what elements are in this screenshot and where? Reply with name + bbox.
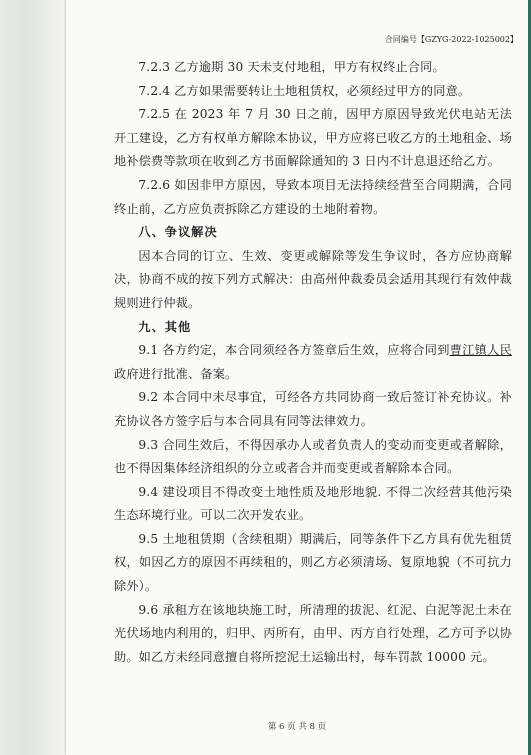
clause-9-4: 9.4 建设项目不得改变土地性质及地形地貌. 不得二次经营其他污染生态环境行业。可以二次开发农业。 — [114, 484, 512, 523]
clause-9-1-text-end: 政府进行批准、备案。 — [114, 366, 238, 381]
clause-9-3: 9.3 合同生效后，不得因承办人或者负责人的变动而变更或者解除，也不得因集体经济组织的分立或者合并而变更或者解除本合同。 — [114, 437, 512, 476]
clause-7-2-4: 7.2.4 乙方如果需要转让土地租赁权，必须经过甲方的同意。 — [138, 83, 471, 98]
clause-9-2: 9.2 本合同中未尽事宜，可经各方共同协商一致后签订补充协议。补充协议各方签字后与本合同具有同等法律效力。 — [114, 390, 512, 428]
section-heading-dispute: 八、争议解决 — [138, 225, 218, 240]
document-page — [66, 0, 528, 755]
clause-7-2-5: 7.2.5 在 2023 年 7 月 30 日之前，因甲方原因导致光伏电站无法开工建设，乙方有权单方解除本协议，甲方应将已收乙方的土地租金、场地补偿费等款项在收到乙方书面解除通知的 3 日内不计息退还给乙方。 — [114, 107, 512, 169]
document-body — [114, 56, 512, 669]
section-heading-other: 九、其他 — [138, 319, 192, 334]
clause-7-2-3: 7.2.3 乙方逾期 30 天未支付地租，甲方有权终止合同。 — [138, 60, 445, 74]
clause-9-1-filled-blank: 曹江镇人民 — [449, 343, 513, 358]
page-number: 第 6 页 共 8 页 — [267, 722, 327, 732]
clause-9-1 — [114, 339, 512, 386]
clause-9-1-text: 9.1 各方约定，本合同须经各方签章后生效，应将合同到 — [138, 343, 450, 358]
contract-number: 合同编号【GZYG-2022-1025002】 — [384, 35, 518, 44]
scan-background — [0, 0, 66, 755]
clause-7-2-6: 7.2.6 如因非甲方原因，导致本项目无法持续经营至合同期满，合同终止前，乙方应负责拆除乙方建设的土地附着物。 — [114, 177, 512, 216]
dispute-clause: 因本合同的订立、生效、变更或解除等发生争议时，各方应协商解决，协商不成的按下列方式解决：由高州仲裁委员会适用其现行有效仲裁规则进行仲裁。 — [114, 248, 512, 310]
clause-9-5: 9.5 土地租赁期（含续租期）期满后，同等条件下乙方具有优先租赁权，如因乙方的原因不再续租的，则乙方必须清场、复原地貌（不可抗力除外）。 — [114, 531, 512, 594]
clause-9-6: 9.6 承租方在该地块施工时，所清理的拔泥、红泥、白泥等泥土未在光伏场地内利用的，归甲、丙所有，由甲、丙方自行处理，乙方可予以协助。如乙方未经同意擅自将所挖泥土运输出村，每车罚款 10000 元。 — [114, 602, 512, 664]
